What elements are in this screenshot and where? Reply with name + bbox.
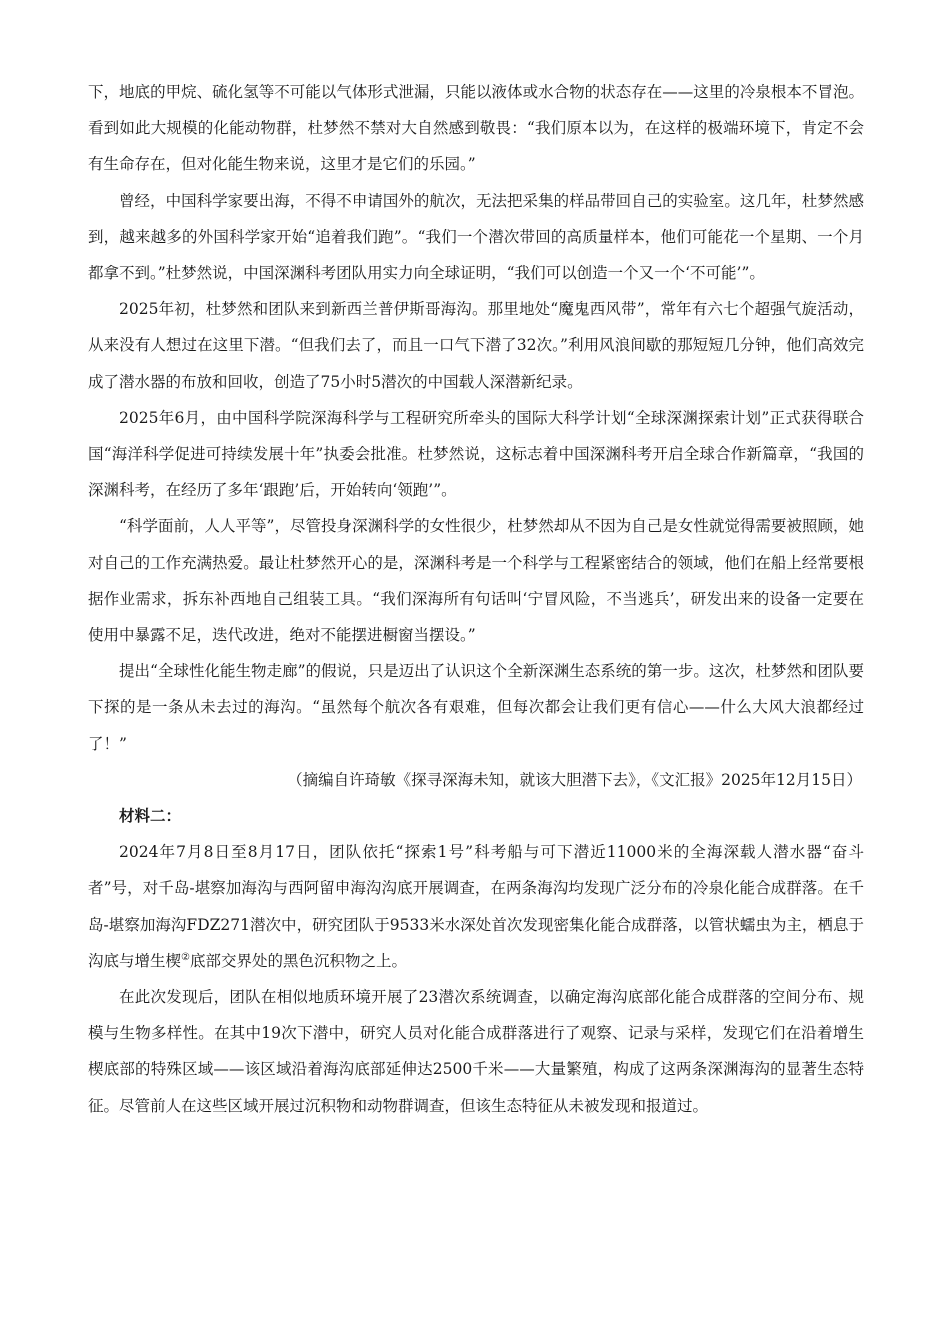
material-one-paragraph-5: “科学面前，人人平等”，尽管投身深渊科学的女性很少，杜梦然却从不因为自己是女性就觉得需要被照顾，她对自己的工作充满热爱。最让杜梦然开心的是，深渊科考是一个科学与工程紧密结合的领域，他们在船上经常要根据作业需求，拆东补西地自己组装工具。“我们深海所有句话叫‘宁冒风险，不当逃兵’，研发出来的设备一定要在使用中暴露不足，迭代改进，绝对不能摆进橱窗当摆设。” — [88, 517, 864, 645]
source-citation: （摘编自许琦敏《探寻深海未知，就该大胆潜下去》，《文汇报》2025年12月15日） — [287, 770, 862, 789]
footnote-marker: ② — [181, 951, 190, 963]
material-one-paragraph-6: 提出“全球性化能生物走廊”的假说，只是迈出了认识这个全新深渊生态系统的第一步。这次，杜梦然和团队要下探的是一条从未去过的海沟。“虽然每个航次各有艰难，但每次都会让我们更有信心——什么大风大浪都经过了！” — [88, 662, 864, 753]
document-page — [88, 74, 864, 1124]
material-one-paragraph-4: 2025年6月，由中国科学院深海科学与工程研究所牵头的国际大科学计划“全球深渊探索计划”正式获得联合国“海洋科学促进可持续发展十年”执委会批准。杜梦然说，这标志着中国深渊科考开启全球合作新篇章，“我国的深渊科考，在经历了多年‘跟跑’后，开始转向‘领跑’”。 — [88, 408, 864, 500]
material-one-paragraph-2: 曾经，中国科学家要出海，不得不申请国外的航次，无法把采集的样品带回自己的实验室。这几年，杜梦然感到，越来越多的外国科学家开始“追着我们跑”。“我们一个潜次带回的高质量样本，他们可能花一个星期、一个月都拿不到。”杜梦然说，中国深渊科考团队用实力向全球证明，“我们可以创造一个又一个‘不可能’”。 — [88, 191, 864, 283]
material-two-label: 材料二： — [119, 806, 182, 826]
material-one-paragraph-1: 下，地底的甲烷、硫化氢等不可能以气体形式泄漏，只能以液体或水合物的状态存在——这里的冷泉根本不冒泡。看到如此大规模的化能动物群，杜梦然不禁对大自然感到敬畏：“我们原本以为，在这样的极端环境下，肯定不会有生命存在，但对化能生物来说，这里才是它们的乐园。” — [88, 83, 864, 174]
material-two-paragraph-1-text-b: 底部交界处的黑色沉积物之上。 — [189, 951, 407, 970]
material-two-paragraph-1-text-a: 2024年7月8日至8月17日，团队依托“探索1号”科考船与可下潜近11000米的全海深载人潜水器“奋斗者”号，对千岛-堪察加海沟与西阿留申海沟沟底开展调查，在两条海沟均发现广泛分布的冷泉化能合成群落。在千岛-堪察加海沟FDZ271潜次中，研究团队于9533米水深处首次发现密集化能合成群落，以管状蠕虫为主，栖息于沟底与增生楔 — [88, 843, 864, 970]
material-two-paragraph-2: 在此次发现后，团队在相似地质环境开展了23潜次系统调查，以确定海沟底部化能合成群落的空间分布、规模与生物多样性。在其中19次下潜中，研究人员对化能合成群落进行了观察、记录与采样，发现它们在沿着增生楔底部的特殊区域——该区域沿着海沟底部延伸达2500千米——大量繁殖，构成了这两条深渊海沟的显著生态特征。尽管前人在这些区域开展过沉积物和动物群调查，但该生态特征从未被发现和报道过。 — [88, 988, 864, 1115]
material-two-paragraph-1 — [88, 834, 864, 979]
material-one-paragraph-3: 2025年初，杜梦然和团队来到新西兰普伊斯哥海沟。那里地处“魔鬼西风带”，常年有六七个超强气旋活动，从来没有人想过在这里下潜。“但我们去了，而且一口气下潜了32次。”利用风浪间歇的那短短几分钟，他们高效完成了潜水器的布放和回收，创造了75小时5潜次的中国载人深潜新纪录。 — [88, 300, 864, 391]
